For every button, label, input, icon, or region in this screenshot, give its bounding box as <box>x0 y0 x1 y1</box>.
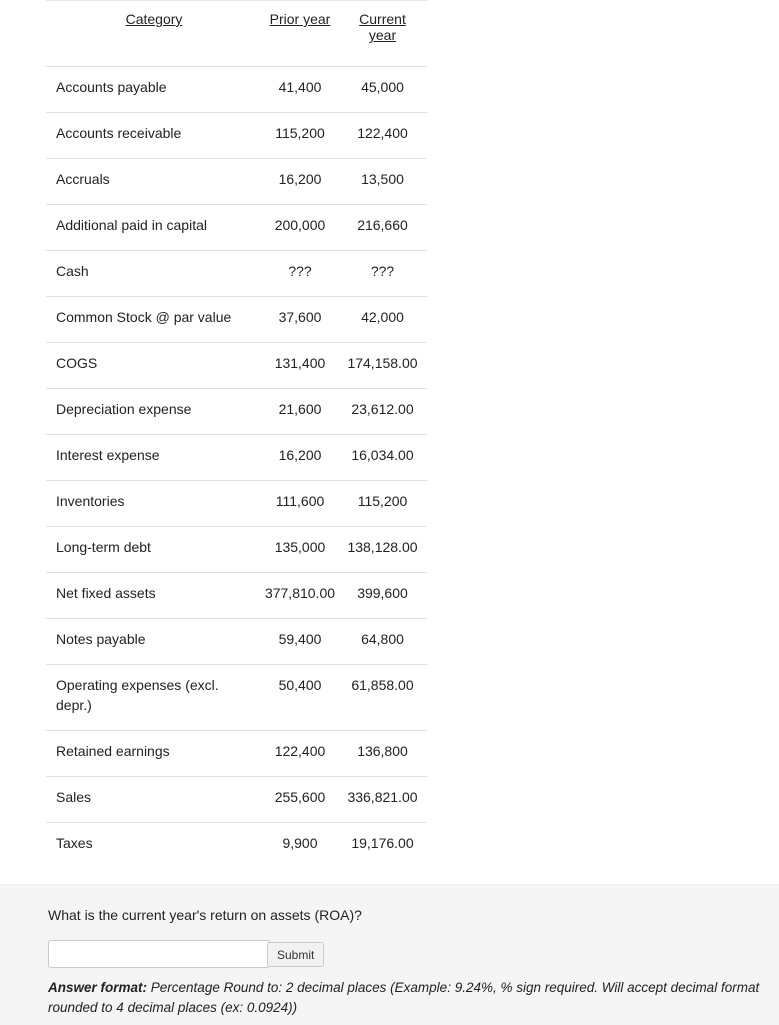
table-row <box>46 527 427 573</box>
table-row <box>46 665 427 731</box>
row-prior-value <box>262 619 338 665</box>
table-row <box>46 113 427 159</box>
row-prior-value-text: 59,400 <box>278 631 322 647</box>
table-row <box>46 251 427 297</box>
row-label-text: Common Stock @ par value <box>56 309 232 325</box>
row-current-value <box>338 527 427 573</box>
row-current-value-text: 136,800 <box>357 743 408 759</box>
row-current-value <box>338 251 427 297</box>
row-label-text: Operating expenses (excl. depr.) <box>56 677 219 713</box>
row-label <box>46 113 262 159</box>
table-row <box>46 573 427 619</box>
row-current-value-text: 16,034.00 <box>351 447 414 463</box>
row-prior-value-text: 377,810.00 <box>264 585 336 601</box>
row-label-text: Interest expense <box>56 447 160 463</box>
row-label <box>46 251 262 297</box>
row-current-value <box>338 343 427 389</box>
row-label <box>46 527 262 573</box>
row-prior-value-text: 9,900 <box>282 835 318 851</box>
table-row <box>46 343 427 389</box>
row-prior-value <box>262 527 338 573</box>
row-current-value-text: 61,858.00 <box>351 677 414 693</box>
row-current-value-text: 138,128.00 <box>347 539 418 555</box>
row-prior-value-text: 200,000 <box>274 217 326 233</box>
row-current-value-text: 399,600 <box>357 585 408 601</box>
header-category[interactable]: Category <box>46 1 262 67</box>
header-current-year[interactable] <box>338 1 427 67</box>
row-prior-value-text: 50,400 <box>278 677 322 693</box>
row-prior-value <box>262 251 338 297</box>
row-current-value <box>338 619 427 665</box>
row-current-value <box>338 297 427 343</box>
row-label <box>46 777 262 823</box>
row-label <box>46 389 262 435</box>
row-current-value-text: 64,800 <box>361 631 404 647</box>
row-label <box>46 297 262 343</box>
table-row <box>46 481 427 527</box>
row-prior-value <box>262 113 338 159</box>
row-prior-value <box>262 159 338 205</box>
row-current-value-text: 336,821.00 <box>347 789 418 805</box>
row-prior-value <box>262 777 338 823</box>
row-label <box>46 731 262 777</box>
row-label-text: Net fixed assets <box>56 585 156 601</box>
row-current-value-text: 122,400 <box>357 125 408 141</box>
row-prior-value <box>262 665 338 731</box>
row-prior-value <box>262 389 338 435</box>
row-current-value <box>338 205 427 251</box>
table-row <box>46 731 427 777</box>
row-prior-value-text: 16,200 <box>278 171 322 187</box>
table-row <box>46 159 427 205</box>
row-label <box>46 573 262 619</box>
question-text: What is the current year's return on assets (ROA)? <box>48 907 362 923</box>
row-prior-value-text: ??? <box>288 263 312 279</box>
row-current-value <box>338 823 427 869</box>
row-prior-value <box>262 823 338 869</box>
row-current-value-text: ??? <box>370 263 395 279</box>
row-label-text: Inventories <box>56 493 125 509</box>
row-label-text: Accounts payable <box>56 79 167 95</box>
header-current-year-line2: year <box>368 27 397 43</box>
answer-format-note <box>48 978 776 1018</box>
financial-data-table-wrapper <box>46 0 427 868</box>
table-row <box>46 67 427 113</box>
row-label-text: Accounts receivable <box>56 125 182 141</box>
row-label-text: Long-term debt <box>56 539 151 555</box>
row-prior-value <box>262 205 338 251</box>
row-prior-value-text: 111,600 <box>275 493 325 509</box>
row-label-text: Sales <box>56 789 92 805</box>
row-prior-value <box>262 67 338 113</box>
row-prior-value <box>262 343 338 389</box>
row-label <box>46 67 262 113</box>
row-label <box>46 619 262 665</box>
table-row <box>46 297 427 343</box>
row-label <box>46 159 262 205</box>
answer-input[interactable] <box>48 940 270 968</box>
table-row <box>46 619 427 665</box>
answer-format-text: Percentage Round to: 2 decimal places (Example: 9.24%, % sign required. Will accept decimal format rounded to 4 decimal places (ex: 0.0924)) <box>48 980 760 1015</box>
row-current-value-text: 115,200 <box>357 493 408 509</box>
table-body <box>46 67 427 869</box>
submit-button[interactable]: Submit <box>267 942 324 967</box>
table-header-row <box>46 1 427 67</box>
row-prior-value <box>262 481 338 527</box>
row-prior-value <box>262 297 338 343</box>
header-prior-year[interactable]: Prior year <box>262 1 338 67</box>
row-current-value <box>338 67 427 113</box>
row-label-text: Depreciation expense <box>56 401 192 417</box>
table-row <box>46 435 427 481</box>
row-prior-value-text: 115,200 <box>275 125 325 141</box>
row-current-value-text: 19,176.00 <box>351 835 414 851</box>
answer-format-label: Answer format: <box>48 980 148 995</box>
row-current-value <box>338 113 427 159</box>
header-current-year-line1: Current <box>359 11 406 27</box>
row-current-value-text: 45,000 <box>361 79 404 95</box>
row-prior-value-text: 37,600 <box>278 309 322 325</box>
row-label-text: COGS <box>56 355 98 371</box>
row-label-text: Notes payable <box>56 631 146 647</box>
table-row <box>46 823 427 869</box>
row-current-value <box>338 389 427 435</box>
row-label-text: Cash <box>56 263 89 279</box>
row-prior-value-text: 131,400 <box>274 355 326 371</box>
row-current-value <box>338 159 427 205</box>
row-current-value-text: 13,500 <box>361 171 404 187</box>
row-current-value-text: 216,660 <box>357 217 408 233</box>
table-row <box>46 777 427 823</box>
row-label <box>46 205 262 251</box>
row-prior-value-text: 135,000 <box>274 539 326 555</box>
row-label-text: Retained earnings <box>56 743 170 759</box>
financial-data-table <box>46 0 427 868</box>
row-current-value <box>338 731 427 777</box>
row-label <box>46 343 262 389</box>
row-current-value <box>338 777 427 823</box>
row-current-value-text: 42,000 <box>361 309 404 325</box>
row-current-value <box>338 481 427 527</box>
row-current-value <box>338 665 427 731</box>
row-label <box>46 823 262 869</box>
table-row <box>46 389 427 435</box>
table-row <box>46 205 427 251</box>
row-label-text: Accruals <box>56 171 110 187</box>
row-current-value <box>338 573 427 619</box>
row-prior-value-text: 16,200 <box>278 447 322 463</box>
row-prior-value <box>262 731 338 777</box>
row-current-value-text: 174,158.00 <box>347 355 418 371</box>
row-prior-value-text: 255,600 <box>274 789 326 805</box>
row-label-text: Additional paid in capital <box>56 217 207 233</box>
row-current-value <box>338 435 427 481</box>
row-prior-value-text: 122,400 <box>274 743 326 759</box>
row-label <box>46 435 262 481</box>
row-current-value-text: 23,612.00 <box>351 401 414 417</box>
row-prior-value <box>262 573 338 619</box>
row-prior-value-text: 41,400 <box>278 79 322 95</box>
row-label <box>46 665 262 731</box>
row-label <box>46 481 262 527</box>
row-prior-value-text: 21,600 <box>278 401 322 417</box>
row-prior-value <box>262 435 338 481</box>
row-label-text: Taxes <box>56 835 93 851</box>
